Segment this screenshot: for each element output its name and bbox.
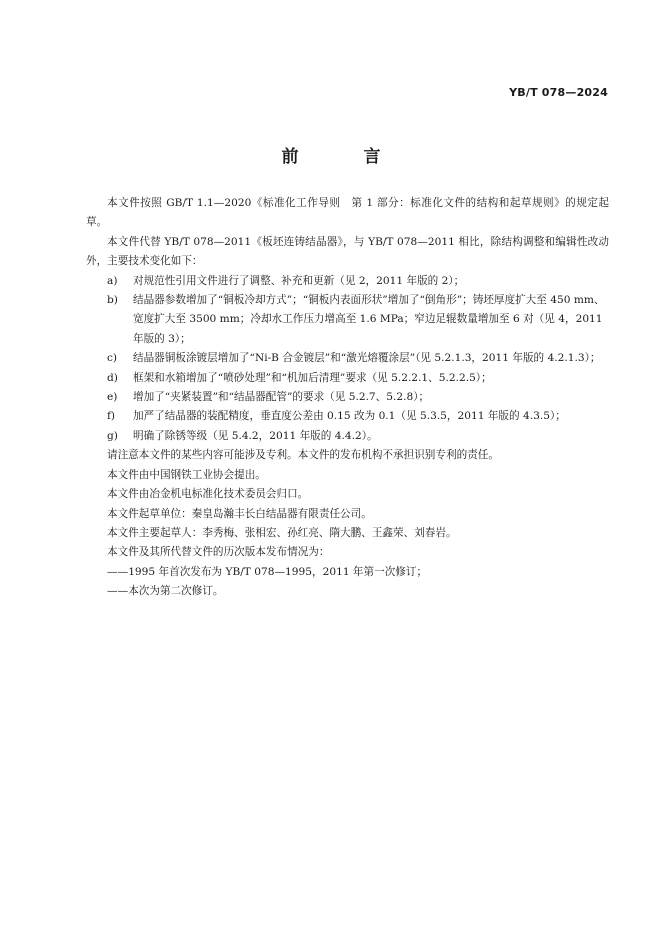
list-item [86, 427, 609, 446]
list-marker: e) [107, 391, 118, 404]
responsible-committee: 本文件由冶金机电标准化技术委员会归口。 [107, 488, 309, 501]
list-marker: f) [107, 410, 116, 423]
list-item-text: 框架和水箱增加了“喷砂处理”和“机加后清理”要求（见 5.2.2.1、5.2.2.5）； [133, 371, 492, 384]
history-item: ——1995 年首次发布为 YB/T 078—1995，2011 年第一次修订； [107, 565, 428, 578]
list-item [86, 369, 609, 388]
list-item [86, 407, 609, 426]
list-item-text: 加严了结晶器的装配精度，垂直度公差由 0.15 改为 0.1（见 5.3.5，2011 年版的 4.3.5）； [133, 410, 566, 423]
changes-list [86, 272, 609, 447]
list-item-text: 结晶器铜板涂镀层增加了“Ni-B 合金镀层”和“激光熔覆涂层”（见 5.2.1.3，2011 年版的 4.2.1.3）； [133, 352, 601, 365]
paragraph-scope: 本文件按照 GB/T 1.1—2020《标准化工作导则 第 1 部分：标准化文件的结构和起草规则》的规定起草。 [86, 197, 609, 229]
patent-notice: 请注意本文件的某些内容可能涉及专利。本文件的发布机构不承担识别专利的责任。 [107, 449, 499, 462]
history-intro: 本文件及其所代替文件的历次版本发布情况为： [107, 546, 330, 559]
list-marker: g) [107, 429, 118, 442]
drafters: 本文件主要起草人：李秀梅、张相宏、孙红亮、隋大鹏、王鑫荣、刘春岩。 [107, 526, 457, 539]
list-item-text: 结晶器参数增加了“铜板冷却方式”；“铜板内表面形状”增加了“倒角形”；铸坯厚度扩大至 450 mm、宽度扩大至 3500 mm；冷却水工作压力增高至 1.6 MPa；窄边足辊数量增加至 6 对（见 4，2011 年版的 3）； [133, 294, 605, 345]
list-item-text: 对规范性引用文件进行了调整、补充和更新（见 2，2011 年版的 2）； [133, 274, 465, 287]
list-item [86, 272, 609, 291]
list-item-text: 明确了除锈等级（见 5.4.2，2011 年版的 4.4.2）。 [133, 429, 378, 442]
list-marker: c) [107, 352, 118, 365]
standard-number: YB/T 078—2024 [509, 86, 608, 99]
proposer: 本文件由中国钢铁工业协会提出。 [107, 468, 266, 481]
list-item [86, 291, 609, 349]
list-item [86, 349, 609, 368]
list-marker: a) [107, 274, 118, 287]
list-marker: d) [107, 371, 118, 384]
drafting-organization: 本文件起草单位：秦皇岛瀚丰长白结晶器有限责任公司。 [107, 507, 372, 520]
list-item-text: 增加了“夹紧装置”和“结晶器配管”的要求（见 5.2.7、5.2.8）； [133, 391, 430, 404]
page-title: 前 言 [281, 147, 405, 167]
paragraph-replacement: 本文件代替 YB/T 078—2011《板坯连铸结晶器》，与 YB/T 078—2011 相比，除结构调整和编辑性改动外，主要技术变化如下： [86, 235, 609, 268]
list-marker: b) [107, 294, 118, 307]
list-item [86, 388, 609, 407]
document-body [86, 194, 609, 602]
history-item: ——本次为第二次修订。 [107, 585, 224, 598]
